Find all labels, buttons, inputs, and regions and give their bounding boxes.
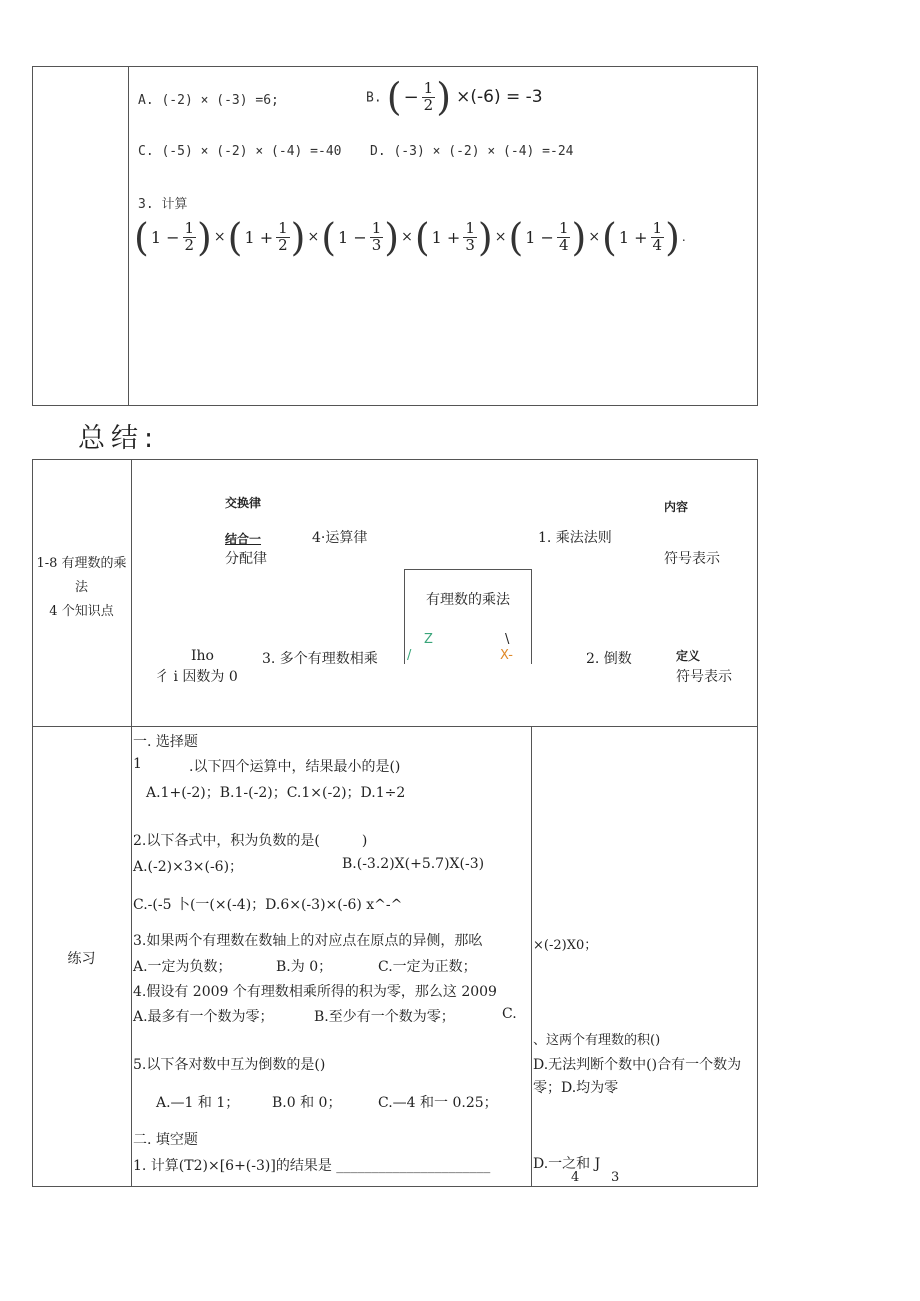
- minus-sign: −: [403, 86, 419, 108]
- fraction: $\frac{1}{2}$: [278, 218, 288, 254]
- option-b-prefix: B.: [366, 90, 382, 106]
- expression-factor: [508, 215, 587, 259]
- times-sign: ×: [494, 229, 507, 245]
- label-definition: 定义: [676, 649, 701, 663]
- top-box-divider: [128, 66, 129, 406]
- option-c: C. (-5) × (-2) × (-4) =-40: [138, 144, 342, 159]
- label-multi-multiply: 3. 多个有理数相乘: [262, 651, 378, 667]
- times-sign: ×: [307, 229, 320, 245]
- label-content: 内容: [664, 500, 689, 514]
- q4-option-b: B.至少有一个数为零；: [314, 1009, 455, 1025]
- topic-title: 1-8 有理数的乘 法 4 个知识点: [36, 556, 127, 619]
- mark-x: X-: [500, 648, 513, 663]
- label-symbol-2: 符号表示: [676, 669, 732, 685]
- label-reciprocal: 2. 倒数: [586, 651, 632, 667]
- fraction: $\frac{1}{4}$: [558, 218, 569, 254]
- right-q4-line2: 零；D.均为零: [533, 1080, 619, 1096]
- practice-col-divider: [531, 726, 532, 1187]
- paren-close: ): [571, 215, 587, 259]
- q1-options: A.1+(-2)；B.1-(-2)；C.1×(-2)；D.1÷2: [146, 785, 406, 801]
- q3-text: 3.如果两个有理数在数轴上的对应点在原点的异侧，那吆: [133, 933, 483, 949]
- mark-slash: /: [407, 648, 412, 663]
- q4-text: 4.假设有 2009 个有理数相乘所得的积为零，那么这 2009: [133, 984, 497, 1000]
- q2-option-b: B.(-3.2)X(+5.7)X(-3): [342, 856, 485, 872]
- product-expression: [134, 215, 688, 259]
- paren-close: ): [665, 215, 680, 259]
- option-b-rest: ×(-6) = -3: [456, 87, 543, 107]
- times-sign: ×: [213, 229, 226, 245]
- paren-close: ): [290, 215, 306, 259]
- expression-factor: [321, 215, 400, 259]
- fraction: $\frac{1}{4}$: [652, 218, 663, 254]
- fraction: $\frac{1}{3}$: [465, 218, 475, 254]
- expression-factor: [602, 215, 680, 259]
- paren-open: (: [321, 215, 337, 259]
- question-3-label: 3. 计算: [138, 197, 188, 212]
- q3-option-b: B.为 0；: [276, 959, 333, 975]
- q2-text: 2.以下各式中，积为负数的是( ): [133, 833, 368, 849]
- q1-text: .以下四个运算中，结果最小的是(): [189, 759, 401, 775]
- label-zero-factor: 彳 i 因数为 0: [155, 669, 238, 685]
- label-symbol-1: 符号表示: [664, 551, 720, 567]
- expression-factor: [227, 215, 306, 259]
- q5-option-b: B.0 和 0；: [272, 1095, 342, 1111]
- option-d: D. (-3) × (-2) × (-4) =-24: [370, 144, 574, 159]
- expression-factor: [414, 215, 493, 259]
- option-b: [366, 75, 543, 119]
- paren-open: (: [414, 215, 430, 259]
- factor-sign: 1 −: [338, 227, 367, 247]
- right-q3-product: 、这两个有理数的积(): [533, 1033, 661, 1048]
- paren-open: (: [508, 215, 524, 259]
- expression-factor: [134, 215, 212, 259]
- paren-open: (: [134, 215, 149, 259]
- paren-open: (: [227, 215, 243, 259]
- factor-sign: 1 −: [525, 227, 554, 247]
- label-distributive: 分配律: [225, 551, 267, 567]
- mark-backslash: \: [505, 632, 510, 647]
- q5-text: 5.以下各对数中互为倒数的是(): [133, 1057, 326, 1073]
- q3-option-a: A.一定为负数；: [133, 959, 232, 975]
- paren-close: ): [436, 75, 452, 119]
- label-multiplication-rule: 1. 乘法法则: [538, 530, 612, 546]
- paren-close: ): [384, 215, 400, 259]
- fraction: $\frac{1}{2}$: [423, 78, 434, 114]
- factor-sign: 1 +: [618, 227, 648, 247]
- factor-sign: 1 +: [244, 227, 274, 247]
- right-q5-option-d: D.一之和 J: [533, 1156, 601, 1172]
- right-q5-num-1: 4: [571, 1170, 580, 1185]
- times-sign: ×: [401, 229, 413, 245]
- fraction: $\frac{1}{3}$: [371, 218, 382, 254]
- paren-close: ): [197, 215, 212, 259]
- table-row-divider: [32, 726, 758, 727]
- section-fill-blank: 二. 填空题: [133, 1132, 198, 1148]
- right-q5-num-2: 3: [611, 1170, 620, 1185]
- q5-option-c: C.—4 和一 0.25；: [378, 1095, 498, 1111]
- paren-open: (: [602, 215, 617, 259]
- paren-close: ): [477, 215, 493, 259]
- practice-label: 练习: [67, 951, 96, 967]
- q1-number: 1: [133, 756, 142, 772]
- label-iho: Iho: [191, 648, 214, 664]
- q4-option-c: C.: [502, 1006, 517, 1022]
- label-associative: 结合一: [225, 532, 262, 546]
- paren-open: (: [386, 75, 402, 119]
- label-commutative: 交换律: [225, 496, 262, 510]
- factor-sign: 1 −: [150, 227, 180, 247]
- label-operation-laws: 4·运算律: [312, 530, 368, 546]
- fill-question-1: 1. 计算(T2)×[6+(-3)]的结果是 ______________________: [133, 1158, 491, 1174]
- mark-z: Z: [424, 632, 433, 647]
- option-a: A. (-2) × (-3) =6;: [138, 93, 279, 108]
- q2-option-a: A.(-2)×3×(-6)；: [133, 859, 244, 875]
- q5-option-a: A.—1 和 1；: [156, 1095, 240, 1111]
- fraction: $\frac{1}{2}$: [184, 218, 195, 254]
- right-q3-continuation: ×(-2)X0；: [533, 938, 598, 953]
- right-q4-line1: D.无法判断个数中()合有一个数为: [533, 1057, 742, 1073]
- q2-options-cd: C.-(-5 卜(一(×(-4)；D.6×(-3)×(-6) x^-^: [133, 897, 403, 913]
- summary-heading: 总结:: [78, 423, 160, 454]
- center-concept-label: 有理数的乘法: [426, 592, 510, 608]
- q4-option-a: A.最多有一个数为零；: [133, 1009, 274, 1025]
- table-col-divider: [131, 459, 132, 1187]
- q3-option-c: C.一定为正数；: [378, 959, 477, 975]
- times-sign: ×: [588, 229, 601, 245]
- summary-table: [32, 459, 758, 1187]
- factor-sign: 1 +: [431, 227, 461, 247]
- trailing-dot: .: [681, 230, 686, 244]
- section-choice: 一. 选择题: [133, 734, 198, 750]
